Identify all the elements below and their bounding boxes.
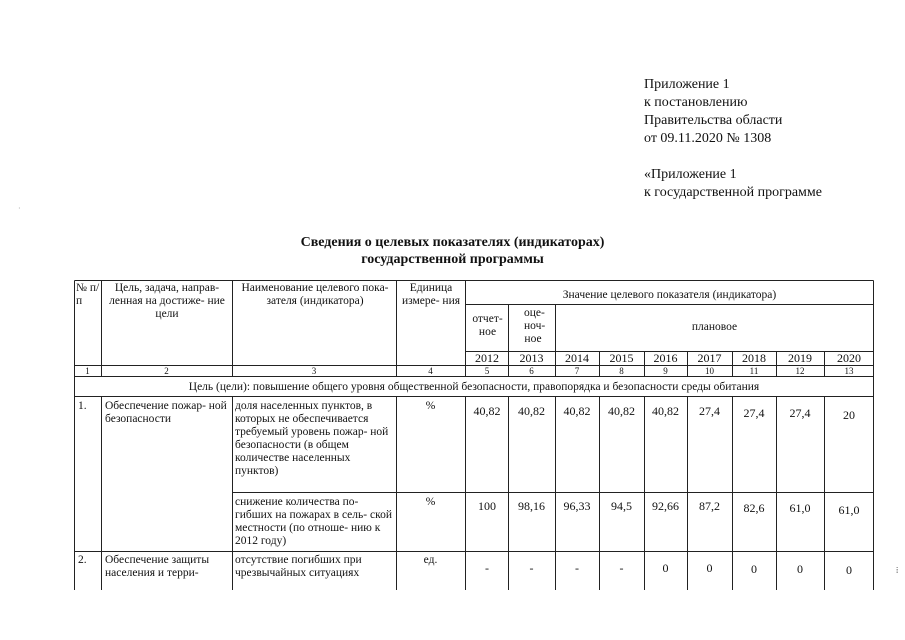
col-number: 4	[428, 366, 433, 376]
value-cell: 96,33	[563, 499, 591, 513]
header-estimate: оце- ноч- ное	[524, 307, 546, 345]
value-cell: 100	[478, 499, 496, 513]
value-cell: 87,2	[699, 499, 720, 513]
col-number: 8	[619, 366, 624, 376]
header-goal: Цель, задача, направ- ленная на достиже- ние цели	[109, 282, 225, 320]
value-cell: 94,5	[611, 499, 632, 513]
year-cell: 2017	[697, 351, 722, 365]
value-cell: -	[485, 561, 489, 575]
value-cell: 40,82	[652, 404, 679, 418]
value-cell: 61,0	[789, 501, 811, 515]
goal-row: Цель (цели): повышение общего уровня общественной безопасности, правопорядка и безопасности среды обитания	[188, 381, 760, 393]
value-cell: -	[619, 561, 624, 575]
col-number: 12	[795, 366, 805, 376]
row-unit: %	[425, 496, 436, 508]
row-goal: Обеспечение пожар- ной безопасности	[105, 400, 227, 425]
col-number: 11	[749, 366, 759, 376]
row-goal: Обеспечение защиты населения и терри-	[105, 554, 210, 579]
value-cell: 27,4	[743, 406, 765, 420]
col-number: 5	[484, 366, 490, 376]
appendix-line: Правительства области	[644, 113, 783, 128]
col-number: 2	[164, 366, 169, 376]
year-cell: 2013	[519, 351, 544, 365]
scan-edge-mark: ⁞	[896, 566, 899, 575]
year-cell: 2012	[475, 351, 499, 365]
appendix-line: к государственной программе	[644, 185, 822, 200]
appendix-line: Приложение 1	[644, 77, 730, 92]
value-cell: 40,82	[608, 404, 635, 418]
value-cell: 20	[843, 408, 855, 422]
row-indicator-name: доля населенных пунктов, в которых не обеспечивается требуемый уровень пожар- ной безопасности (в общем количестве населенных пунктов)	[235, 400, 389, 477]
scan-speck: ·	[18, 204, 21, 213]
row-unit: ед.	[423, 554, 438, 566]
value-cell: 40,82	[473, 404, 501, 418]
year-cell: 2016	[653, 351, 678, 365]
value-cell: 98,16	[518, 499, 545, 513]
appendix-line: к постановлению	[644, 95, 748, 110]
col-number: 3	[311, 366, 317, 376]
value-cell: 61,0	[838, 503, 860, 517]
row-num: 1.	[78, 400, 87, 412]
col-number: 13	[844, 366, 854, 376]
col-number: 1	[85, 366, 90, 376]
value-cell: 0	[662, 561, 669, 575]
value-cell: 92,66	[652, 499, 679, 513]
value-cell: 0	[797, 562, 803, 576]
title-line-1: Сведения о целевых показателях (индикаторах)	[300, 235, 605, 250]
header-indicator-name: Наименование целевого пока- зателя (индикатора)	[241, 282, 389, 307]
row-indicator-name: отсутствие погибших при чрезвычайных ситуациях	[235, 554, 362, 579]
year-cell: 2019	[788, 351, 812, 365]
value-cell: 40,82	[563, 404, 591, 418]
document-title	[0, 234, 905, 268]
indicators-table	[74, 280, 874, 590]
value-cell: -	[529, 561, 534, 575]
year-cell: 2018	[742, 351, 766, 365]
row-num: 2.	[78, 554, 87, 566]
year-cell: 2015	[609, 351, 634, 365]
value-cell: 0	[846, 563, 852, 577]
year-cell: 2020	[837, 351, 861, 365]
col-number: 10	[705, 366, 714, 376]
appendix-line: «Приложение 1	[644, 167, 737, 182]
value-cell: -	[575, 561, 579, 575]
value-cell: 82,6	[743, 501, 765, 515]
year-cell: 2014	[565, 351, 589, 365]
appendix-block	[644, 76, 822, 202]
row-indicator-name: снижение количества по- гибших на пожарах в сель- ской местности (по отноше- нию к 2012 году)	[235, 496, 392, 547]
value-cell: 0	[706, 561, 713, 575]
header-num: № п/п	[76, 282, 100, 307]
row-unit: %	[425, 400, 436, 412]
col-number: 7	[574, 366, 580, 376]
col-number: 6	[529, 366, 534, 376]
header-unit: Единица измере- ния	[401, 282, 461, 307]
header-planned: плановое	[691, 321, 738, 333]
value-cell: 27,4	[699, 404, 720, 418]
appendix-line: от 09.11.2020 № 1308	[644, 131, 772, 146]
value-cell: 0	[751, 562, 757, 576]
col-number: 9	[663, 366, 668, 376]
value-cell: 27,4	[789, 406, 811, 420]
header-report: отчет- ное	[472, 313, 503, 338]
value-cell: 40,82	[518, 404, 545, 418]
title-line-2: государственной программы	[361, 252, 544, 267]
header-value: Значение целевого показателя (индикатора)	[562, 289, 777, 301]
